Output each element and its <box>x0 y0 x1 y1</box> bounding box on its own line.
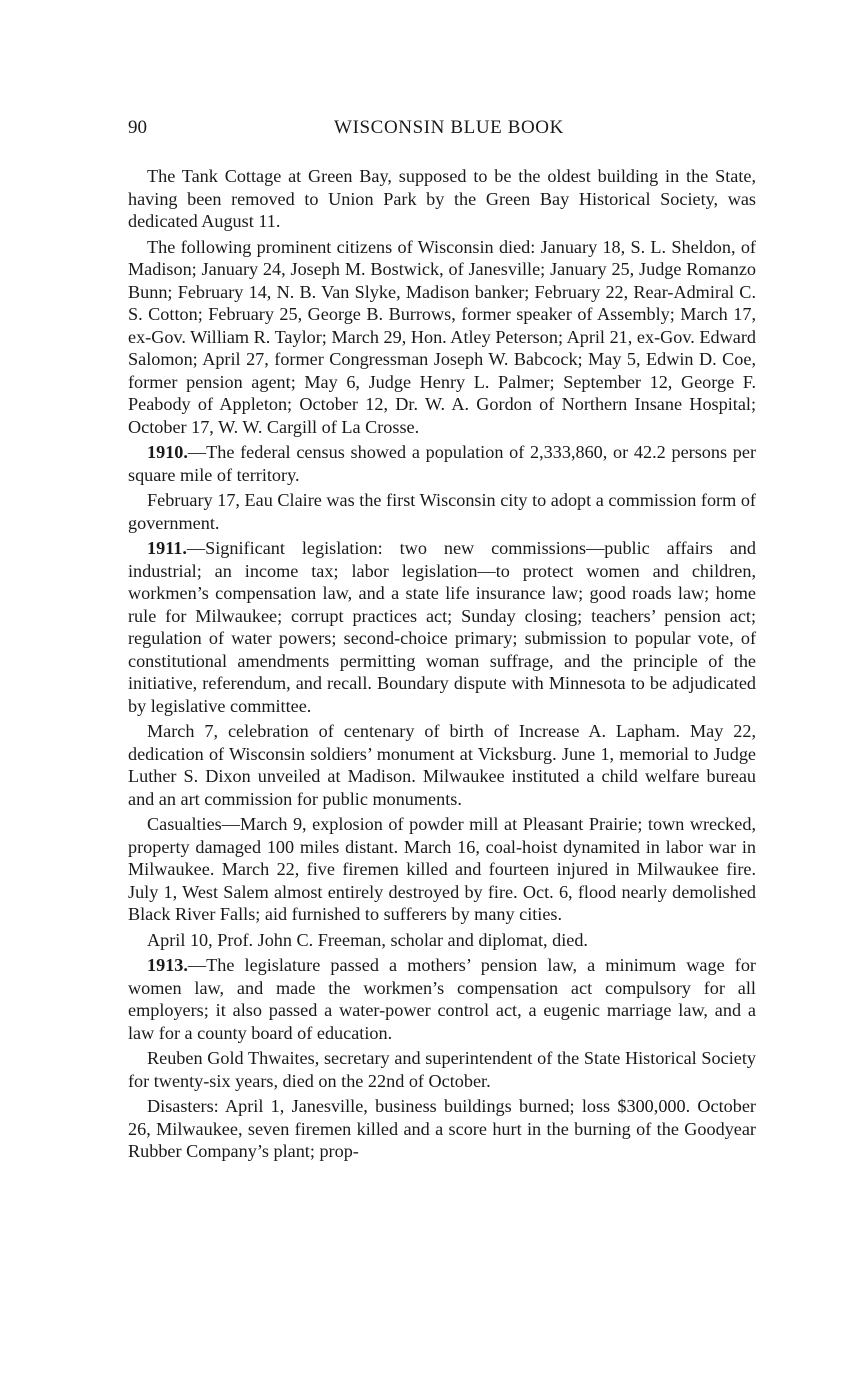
year-label: 1910. <box>147 442 188 462</box>
year-label: 1913. <box>147 955 188 975</box>
paragraph-eau-claire: February 17, Eau Claire was the first Wisconsin city to adopt a commission form of government. <box>128 490 756 533</box>
paragraph-casualties: Casualties—March 9, explosion of powder mill at Pleasant Prairie; town wrecked, property damaged 100 miles distant. March 16, coal-hoist dynamited in labor war in Milwaukee. March 22, five firemen killed and fourteen injured in Milwaukee fire. July 1, West Salem almost entirely destroyed by fire. Oct. 6, flood nearly demolished Black River Falls; aid furnished to sufferers by many cities. <box>128 814 756 924</box>
body-text <box>128 165 756 1163</box>
page-number: 90 <box>128 117 147 138</box>
paragraph-disasters: Disasters: April 1, Janesville, business buildings burned; loss $300,000. October 26, Milwaukee, seven firemen killed and a score hurt in the burning of the Goodyear Rubber Company’s plant; prop- <box>128 1096 756 1161</box>
paragraph-deaths: The following prominent citizens of Wisconsin died: January 18, S. L. Sheldon, of Madison; January 24, Joseph M. Bostwick, of Janesville; January 25, Judge Romanzo Bunn; February 14, N. B. Van Slyke, Madison banker; February 22, Rear-Admiral C. S. Cotton; February 25, George B. Burrows, former speaker of Assembly; March 17, ex-Gov. William R. Taylor; March 29, Hon. Atley Peterson; April 21, ex-Gov. Edward Salomon; April 27, former Congressman Joseph W. Babcock; May 5, Edwin D. Coe, former pension agent; May 6, Judge Henry L. Palmer; September 12, George F. Peabody of Appleton; October 12, Dr. W. A. Gordon of Northern Insane Hospital; October 17, W. W. Cargill of La Crosse. <box>128 236 756 437</box>
paragraph-freeman: April 10, Prof. John C. Freeman, scholar and diplomat, died. <box>147 929 588 950</box>
paragraph-thwaites: Reuben Gold Thwaites, secretary and superintendent of the State Historical Society for twenty-six years, died on the 22nd of October. <box>128 1048 756 1091</box>
paragraph-1910-census: 1910.—The federal census showed a population of 2,333,860, or 42.2 persons per square mile of territory. <box>128 442 756 485</box>
page-header <box>128 116 756 140</box>
paragraph-1911-legislation: 1911.—Significant legislation: two new commissions—public affairs and industrial; an income tax; labor legislation—to protect women and children, workmen’s compensation law, and a state life insurance law; good roads law; home rule for Milwaukee; corrupt practices act; Sunday closing; teachers’ pension act; regulation of water powers; second-choice primary; submission to popular vote, of constitutional amendments permitting woman suffrage, and the principle of the initiative, referendum, and recall. Boundary dispute with Minnesota to be adjudicated by legislative committee. <box>128 538 756 716</box>
running-title: WISCONSIN BLUE BOOK <box>334 117 564 138</box>
paragraph-1911-events: March 7, celebration of centenary of birth of Increase A. Lapham. May 22, dedication of Wisconsin soldiers’ monument at Vicksburg. June 1, memorial to Judge Luther S. Dixon unveiled at Madison. Milwaukee instituted a child welfare bureau and an art commission for public monuments. <box>128 721 756 809</box>
paragraph-1913-legislation: 1913.—The legislature passed a mothers’ pension law, a minimum wage for women law, and made the workmen’s compensation act compulsory for all employers; it also passed a water-power control act, a eugenic marriage law, and a law for a county board of education. <box>128 955 756 1043</box>
year-label: 1911. <box>147 538 187 558</box>
paragraph-tank-cottage: The Tank Cottage at Green Bay, supposed to be the oldest building in the State, having been removed to Union Park by the Green Bay Historical Society, was dedicated August 11. <box>128 166 756 231</box>
